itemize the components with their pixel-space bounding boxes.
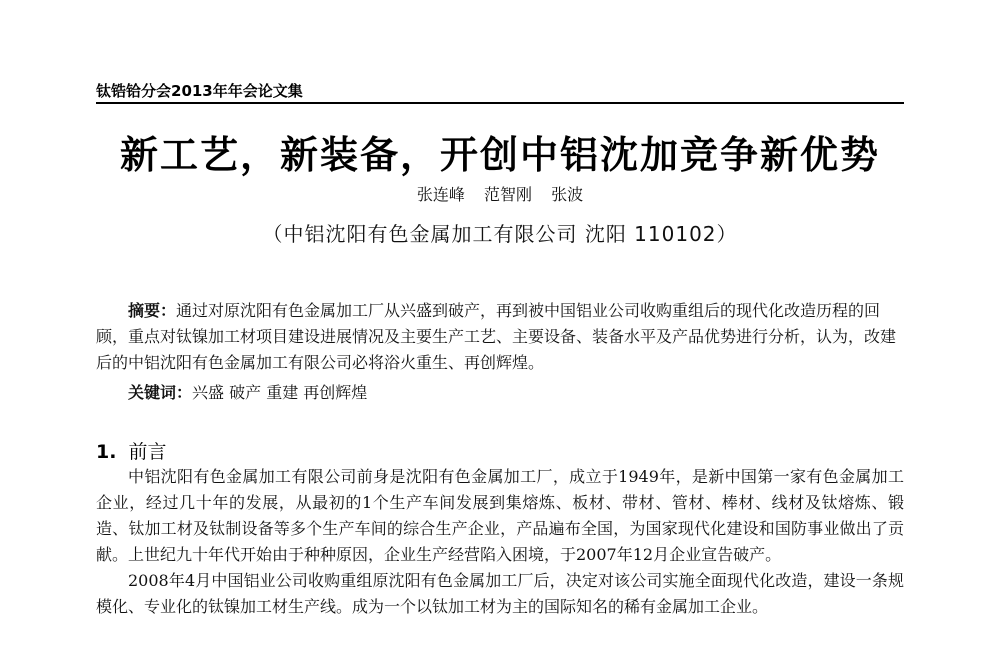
section-title: 前言 bbox=[128, 441, 167, 463]
authors: 张连峰 范智刚 张波 bbox=[416, 185, 584, 204]
keywords-text: 兴盛 破产 重建 再创辉煌 bbox=[192, 383, 368, 402]
header-rule bbox=[96, 102, 904, 104]
paragraph-1: 中铝沈阳有色金属加工有限公司前身是沈阳有色金属加工厂，成立于1949年，是新中国第一家有色金属加工企业，经过几十年的发展，从最初的1个生产车间发展到集熔炼、板材、带材、管材、棒材、线材及钛熔炼、锻造、钛加工材及钛制设备等多个生产车间的综合生产企业，产品遍布全国，为国家现代化建设和国防事业做出了贡献。上世纪九十年代开始由于种种原因，企业生产经营陷入困境，于2007年12月企业宣告破产。 bbox=[96, 467, 904, 564]
section-heading bbox=[96, 437, 166, 464]
section-number: 1. bbox=[96, 441, 117, 463]
paragraph-2: 2008年4月中国铝业公司收购重组原沈阳有色金属加工厂后，决定对该公司实施全面现代化改造，建设一条规模化、专业化的钛镍加工材生产线。成为一个以钛加工材为主的国际知名的稀有金属加工企业。 bbox=[96, 571, 904, 616]
keywords-label: 关键词： bbox=[128, 383, 193, 402]
abstract-label: 摘要： bbox=[128, 301, 177, 320]
paper-title: 新工艺，新装备，开创中铝沈加竞争新优势 bbox=[119, 132, 880, 177]
body-text bbox=[96, 464, 904, 671]
keywords bbox=[128, 380, 904, 406]
affiliation: （中铝沈阳有色金属加工有限公司 沈阳 110102） bbox=[262, 222, 738, 246]
abstract bbox=[96, 298, 904, 376]
abstract-text: 通过对原沈阳有色金属加工厂从兴盛到破产，再到被中国铝业公司收购重组后的现代化改造历程的回顾，重点对钛镍加工材项目建设进展情况及主要生产工艺、主要设备、装备水平及产品优势进行分析，认为，改建后的中铝沈阳有色金属加工有限公司必将浴火重生、再创辉煌。 bbox=[96, 301, 897, 372]
running-header: 钛锆铪分会2013年年会论文集 bbox=[96, 82, 303, 100]
